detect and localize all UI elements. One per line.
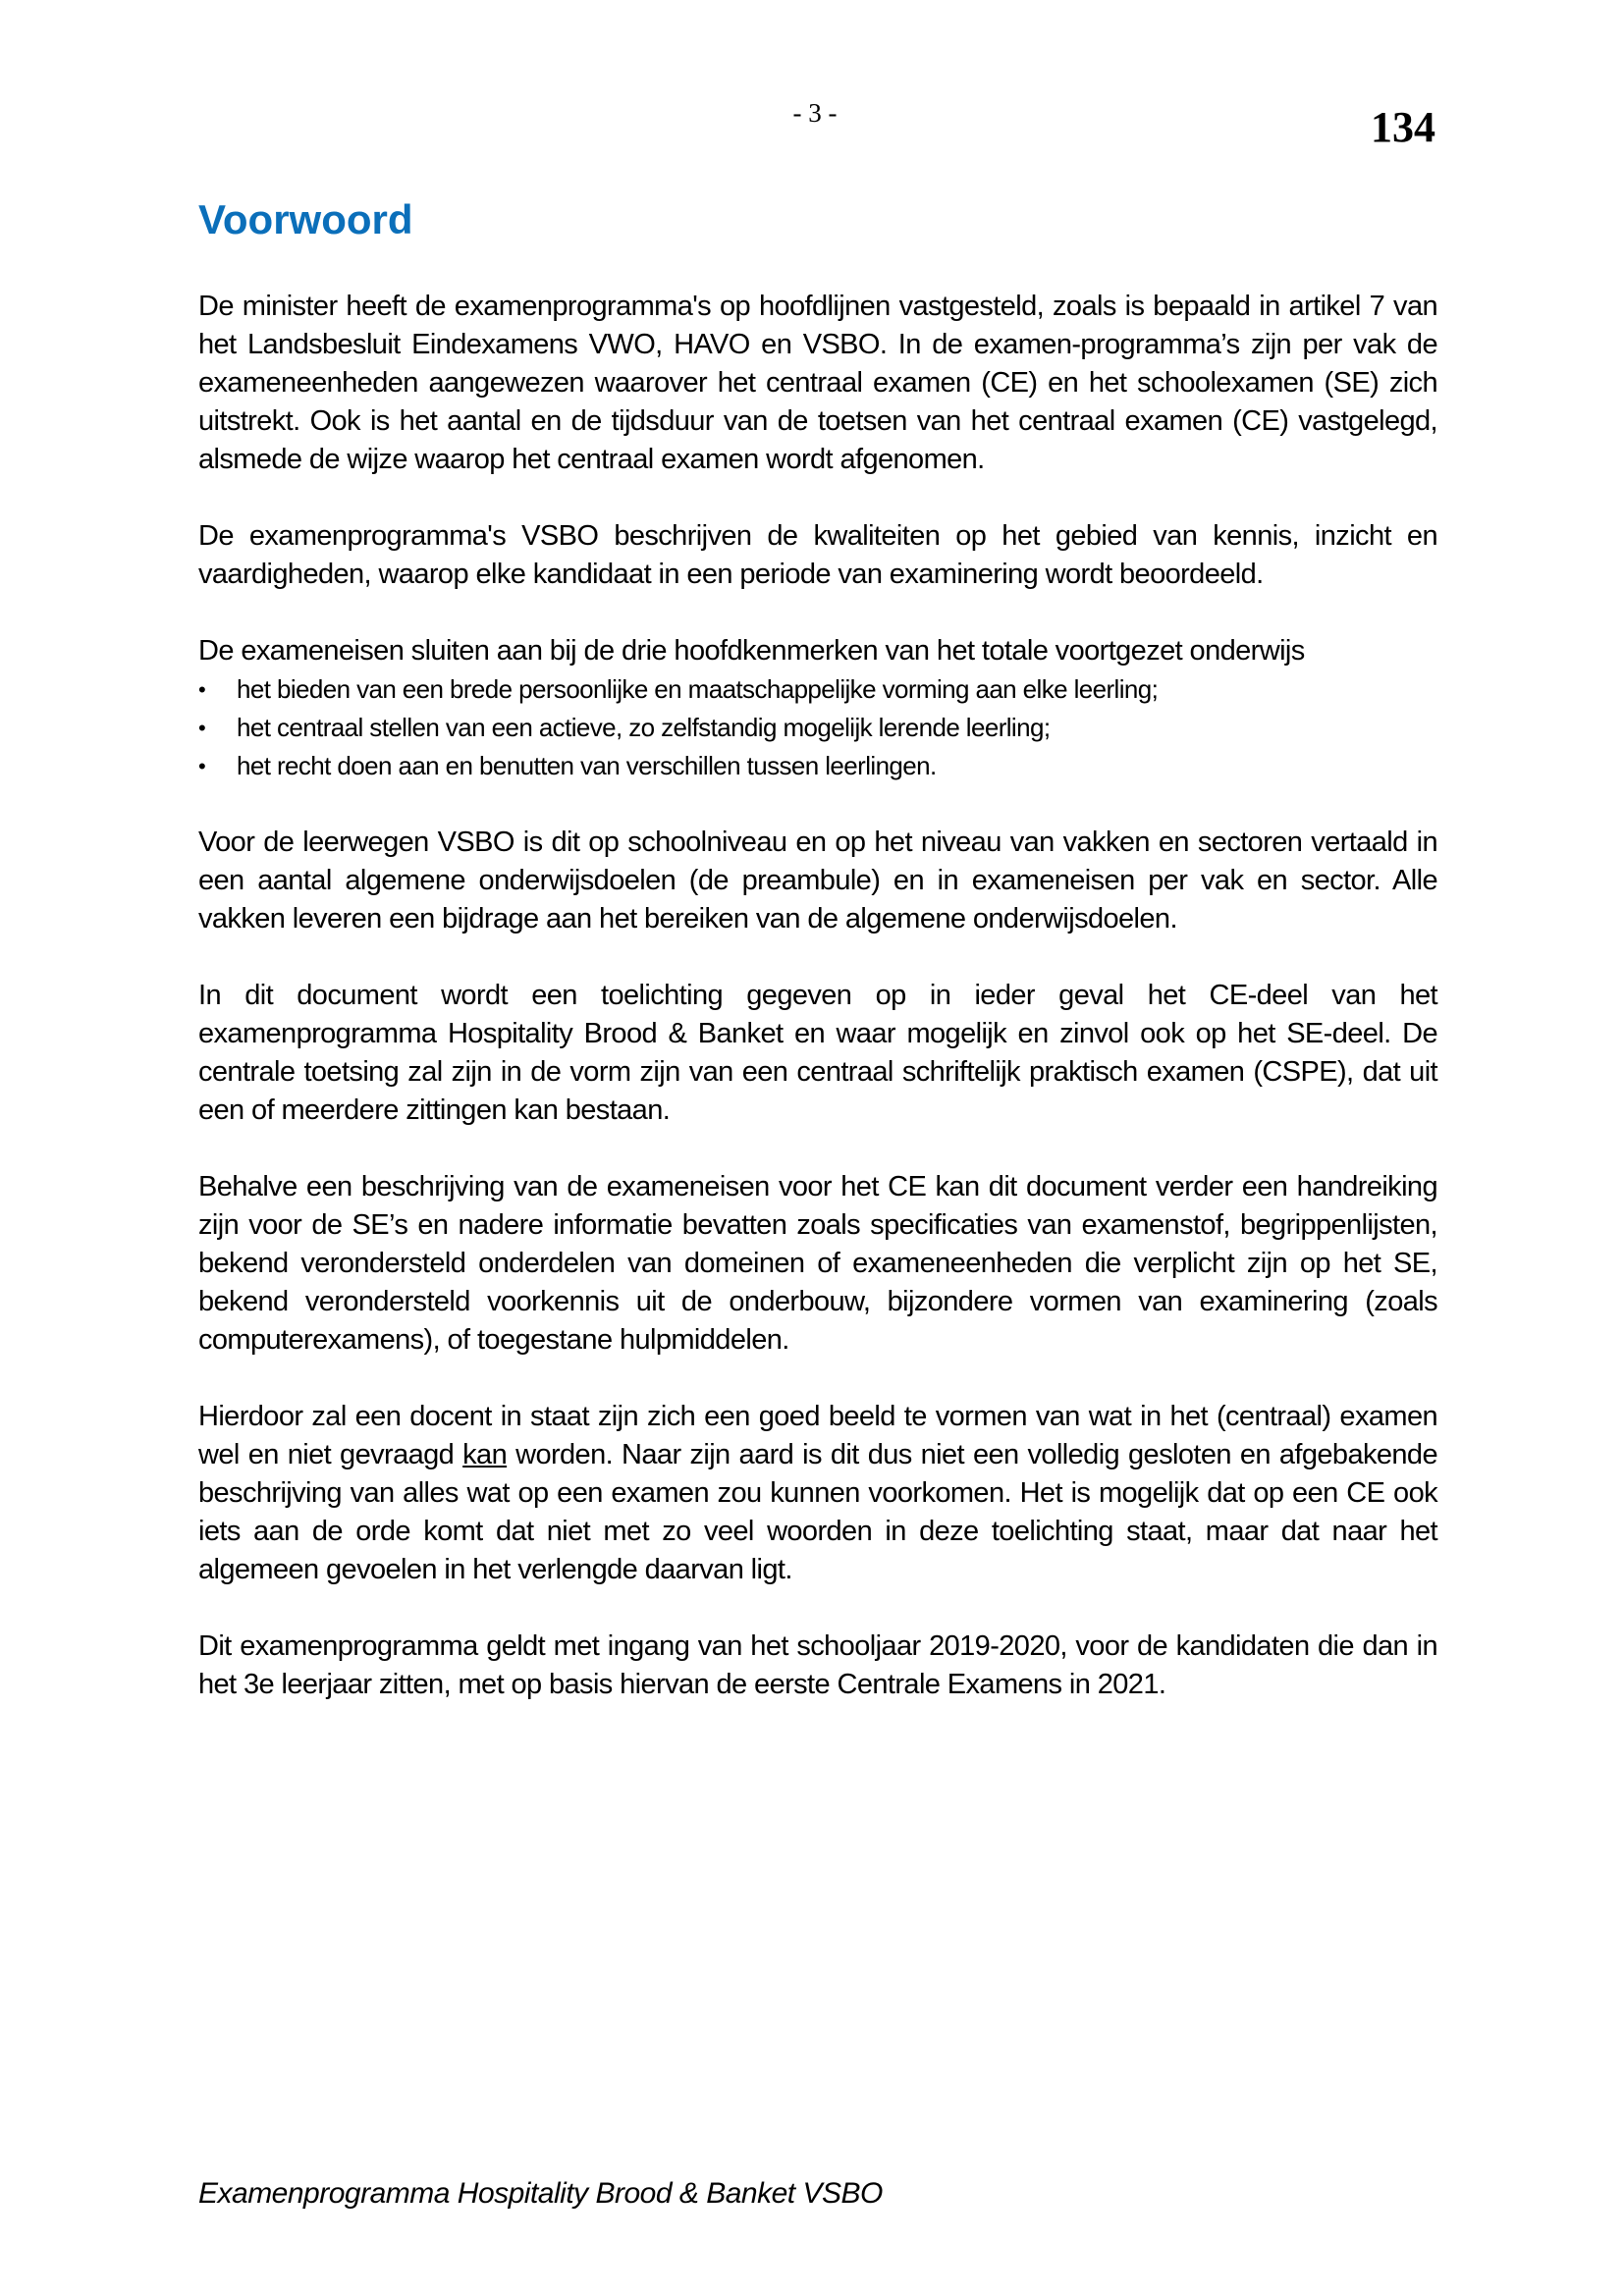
text-segment: Hierdoor zal een docent in staat zijn zich een goed beeld te vormen van wat in het (centraal) examen wel en niet gevraagd bbox=[198, 1401, 1437, 1470]
page-footer: Examenprogramma Hospitality Brood & Banket VSBO bbox=[198, 2177, 883, 2210]
paragraph-qualities: De examenprogramma's VSBO beschrijven de kwaliteiten op het gebied van kennis, inzicht en vaardigheden, waarop elke kandidaat in een periode van examinering wordt beoordeeld. bbox=[198, 520, 1437, 590]
underlined-word: kan bbox=[462, 1439, 508, 1470]
list-item bbox=[198, 670, 1437, 709]
bullet-list bbox=[198, 670, 1437, 785]
paragraph-intro: De minister heeft de examenprogramma's op hoofdlijnen vastgesteld, zoals is bepaald in artikel 7 van het Landsbesluit Eindexamens VWO, HAVO en VSBO. In de examen-programma’s zijn per vak de exameneenheden aangewezen waarover het centraal examen (CE) en het schoolexamen (SE) zich uitstrekt. Ook is het aantal en de tijdsduur van de toetsen van het centraal examen (CE) vastgelegd, alsmede de wijze waarop het centraal examen wordt afgenomen. bbox=[198, 291, 1437, 475]
paragraph-validity: Dit examenprogramma geldt met ingang van het schooljaar 2019-2020, voor de kandidaten die dan in het 3e leerjaar zitten, met op basis hiervan de eerste Centrale Examens in 2021. bbox=[198, 1630, 1437, 1700]
paragraph-teacher-guidance bbox=[198, 1398, 1437, 1589]
bullet-icon: • bbox=[198, 754, 206, 778]
list-item bbox=[198, 709, 1437, 747]
page-number: - 3 - bbox=[792, 98, 838, 128]
list-item-text: het centraal stellen van een actieve, zo zelfstandig mogelijk lerende leerling; bbox=[237, 713, 1051, 742]
list-item-text: het recht doen aan en benutten van verschillen tussen leerlingen. bbox=[237, 751, 937, 780]
text-segment: worden. Naar zijn aard is dit dus niet een volledig gesloten en afgebakende beschrijving van alles wat op een examen zou kunnen voorkomen. Het is mogelijk dat op een CE ook iets aan de orde komt dat niet met zo veel woorden in deze toelichting staat, maar dat naar het algemeen gevoelen in het verlengde daarvan ligt. bbox=[198, 1439, 1437, 1585]
paragraph-document-scope: In dit document wordt een toelichting gegeven op in ieder geval het CE-deel van het examenprogramma Hospitality Brood & Banket en waar mogelijk en zinvol ook op het SE-deel. De centrale toetsing zal zijn in de vorm zijn van een centraal schriftelijk praktisch examen (CSPE), dat uit een of meerdere zittingen kan bestaan. bbox=[198, 980, 1437, 1126]
bullet-icon: • bbox=[198, 677, 206, 702]
section-heading: Voorwoord bbox=[198, 196, 413, 242]
list-item bbox=[198, 747, 1437, 785]
paragraph-additional-info: Behalve een beschrijving van de exameneisen voor het CE kan dit document verder een handreiking zijn voor de SE’s en nadere informatie bevatten zoals specificaties van examenstof, begrippenlijsten, bekend verondersteld onderdelen van domeinen of exameneenheden die verplicht zijn op het SE, bekend verondersteld voorkennis uit de onderbouw, bijzondere vormen van examinering (zoals computerexamens), of toegestane hulpmiddelen. bbox=[198, 1171, 1437, 1356]
document-number: 134 bbox=[1371, 103, 1435, 151]
paragraph-requirements: De exameneisen sluiten aan bij de drie hoofdkenmerken van het totale voortgezet onderwijs bbox=[198, 635, 1305, 667]
bullet-icon: • bbox=[198, 716, 206, 740]
list-item-text: het bieden van een brede persoonlijke en maatschappelijke vorming aan elke leerling; bbox=[237, 674, 1159, 704]
body-text bbox=[198, 288, 1437, 1742]
paragraph-learning-paths: Voor de leerwegen VSBO is dit op schoolniveau en op het niveau van vakken en sectoren vertaald in een aantal algemene onderwijsdoelen (de preambule) en in exameneisen per vak en sector. Alle vakken leveren een bijdrage aan het bereiken van de algemene onderwijsdoelen. bbox=[198, 827, 1437, 934]
